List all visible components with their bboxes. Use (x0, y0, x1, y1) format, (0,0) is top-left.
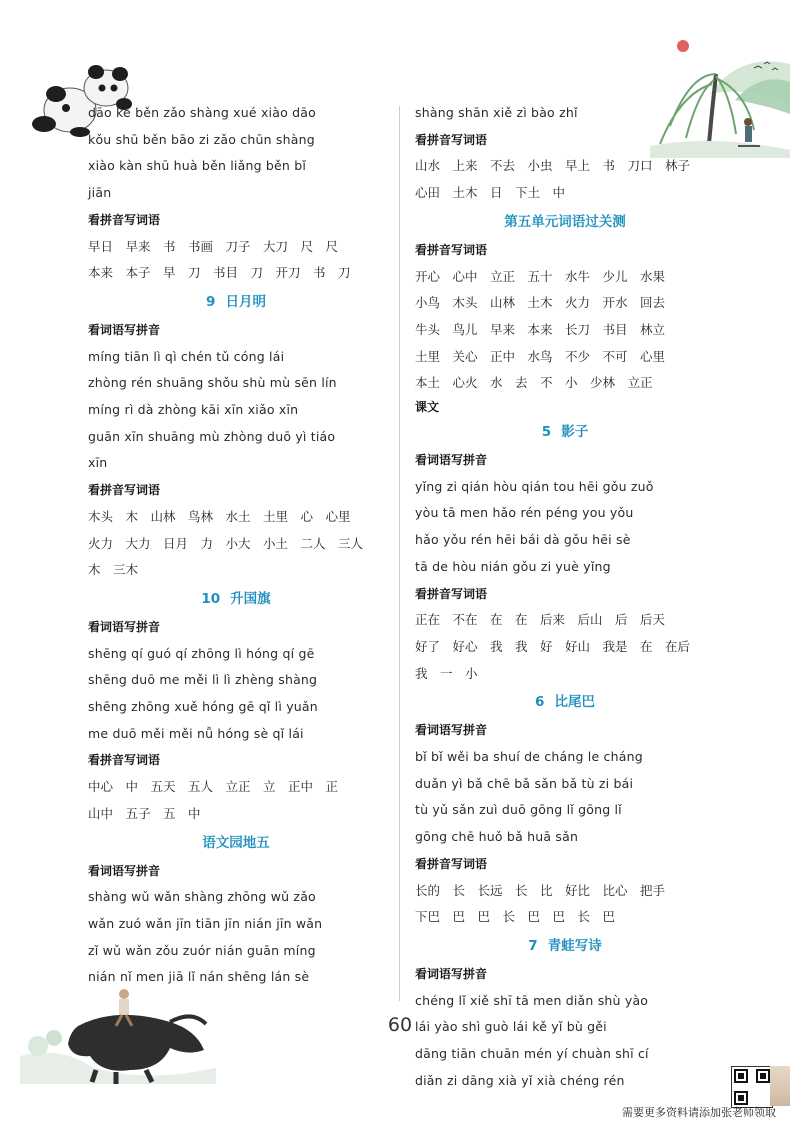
exercise-label: 看拼音写词语 (88, 753, 161, 768)
pinyin-line: shàng wǔ wǎn shàng zhōng wǔ zǎo (88, 889, 316, 905)
pinyin-line: kǒu shū běn bāo zi zǎo chūn shàng (88, 131, 315, 147)
section-number: 9 (206, 293, 216, 310)
avatar (770, 1066, 790, 1106)
section-title-text: 比尾巴 (554, 694, 595, 711)
section-title (415, 931, 715, 961)
pinyin-line: me duō měi měi nǚ hóng sè qǐ lái (88, 725, 304, 741)
section-title-text: 语文园地五 (202, 834, 270, 851)
exercise-label: 看拼音写词语 (88, 483, 161, 498)
word-line: 牛头 鸟儿 早来 本来 长刀 书目 林立 (415, 321, 666, 337)
pinyin-line: dāo kè běn zǎo shàng xué xiào dāo (88, 105, 316, 120)
pinyin-line: chéng lǐ xiě shī tā men diǎn shù yào (415, 992, 649, 1008)
pinyin-line: míng tiān lì qì chén tǔ cóng lái (88, 348, 285, 364)
exercise-label: 看词语写拼音 (415, 966, 488, 981)
exercise-label: 看词语写拼音 (88, 863, 161, 878)
exercise-label: 看词语写拼音 (415, 723, 488, 738)
pinyin-line: wǎn zuó wǎn jīn tiān jīn nián jīn wǎn (88, 915, 323, 931)
pinyin-line: xīn (88, 455, 108, 471)
word-line: 土里 关心 正中 水鸟 不少 不可 心里 (415, 348, 666, 364)
section-title-text: 第五单元词语过关测 (504, 213, 626, 230)
pinyin-line: shēng duō me měi lì lì zhèng shàng (88, 672, 318, 688)
exercise-label: 看拼音写词语 (415, 242, 488, 257)
exercise-label: 看词语写拼音 (88, 619, 161, 634)
exercise-label: 看拼音写词语 (415, 586, 488, 601)
exercise-label: 看词语写拼音 (88, 322, 161, 337)
word-line: 小鸟 木头 山林 土木 火力 开水 回去 (415, 295, 666, 311)
pinyin-line: xiào kàn shū huà běn liǎng běn bǐ (88, 158, 307, 174)
pinyin-line: shēng zhōng xuě hóng gē qǐ lì yuǎn (88, 699, 318, 715)
exercise-label: 看拼音写词语 (415, 132, 488, 147)
left-column (88, 100, 384, 991)
qr-code[interactable] (731, 1066, 773, 1108)
word-line: 山中 五子 五 中 (88, 805, 201, 821)
column-divider (399, 106, 400, 1001)
word-line: 心田 土木 日 下土 中 (415, 185, 566, 201)
word-line: 火力 大力 日月 力 小大 小土 二人 三人 (88, 535, 364, 551)
section-number: 10 (201, 590, 221, 607)
word-line: 本来 本子 早 刀 书目 刀 开刀 书 刀 (88, 265, 351, 281)
section-number: 7 (528, 937, 538, 954)
word-line: 正在 不在 在 在 后来 后山 后 后天 (415, 612, 666, 628)
word-line: 开心 心中 立正 五十 水牛 少儿 水果 (415, 268, 666, 284)
pinyin-line: yǐng zi qián hòu qián tou hēi gǒu zuǒ (415, 478, 654, 494)
section-title (415, 417, 715, 447)
word-line: 早日 早来 书 书画 刀子 大刀 尺 尺 (88, 238, 339, 254)
word-line: 下巴 巴 巴 长 巴 巴 长 巴 (415, 909, 616, 925)
section-title (88, 287, 384, 317)
pinyin-line: shēng qí guó qí zhōng lì hóng qí gē (88, 645, 315, 661)
section-number: 5 (541, 424, 552, 441)
pinyin-line: diǎn zi dāng xià yǐ xià chéng rén (415, 1072, 625, 1088)
section-title-text: 影子 (561, 424, 589, 441)
section-title (88, 828, 384, 858)
pinyin-line: hǎo yǒu rén hēi bái dà gǒu hēi sè (415, 532, 631, 548)
right-column (415, 100, 715, 1095)
exercise-label: 看拼音写词语 (88, 212, 161, 227)
pinyin-line: lái yào shì guò lái kě yǐ bù gěi (415, 1019, 607, 1035)
pinyin-line: shàng shān xiě zì bào zhǐ (415, 105, 578, 120)
pinyin-line: guān xīn shuāng mù zhòng duō yì tiáo (88, 428, 336, 444)
pinyin-line: zhòng rén shuāng shǒu shù mù sēn lín (88, 375, 337, 391)
pinyin-line: gōng chē huǒ bǎ huā sǎn (415, 829, 579, 845)
pinyin-line: tù yǔ sǎn zuì duō gōng lǐ gōng lǐ (415, 802, 622, 818)
section-title (88, 584, 384, 614)
word-line: 山水 上来 不去 小虫 早上 书 刀口 林子 (415, 158, 691, 174)
section-title (415, 687, 715, 717)
pinyin-line: tā de hòu nián gǒu zi yuè yǐng (415, 558, 611, 574)
word-line: 我 一 小 (415, 665, 478, 681)
word-line: 中心 中 五天 五人 立正 立 正中 正 (88, 779, 339, 795)
footer-note: 需要更多资料请添加张老师领取 (622, 1106, 776, 1119)
page-number: 60 (387, 1014, 413, 1036)
word-line: 好了 好心 我 我 好 好山 我是 在 在后 (415, 638, 691, 654)
word-line: 长的 长 长远 长 比 好比 比心 把手 (415, 882, 666, 898)
pinyin-line: duǎn yì bǎ chē bǎ sǎn bǎ tù zi bái (415, 775, 634, 791)
pinyin-line: jiān (88, 185, 112, 201)
section-title (415, 207, 715, 237)
pinyin-line: zǐ wǔ wǎn zǒu zuór nián guān míng (88, 942, 316, 958)
pinyin-line: bǐ bǐ wěi ba shuí de cháng le cháng (415, 749, 643, 765)
word-line: 本土 心火 水 去 不 小 少林 立正 (415, 375, 653, 391)
lesson-heading: 课文 (415, 400, 440, 415)
section-title-text: 升国旗 (230, 590, 271, 607)
exercise-label: 看词语写拼音 (415, 453, 488, 468)
pinyin-line: yòu tā men hǎo rén péng you yǒu (415, 505, 634, 521)
section-title-text: 日月明 (225, 293, 266, 310)
section-title-text: 青蛙写诗 (547, 937, 602, 954)
pinyin-line: nián nǐ men jiā lǐ nán shēng lán sè (88, 969, 310, 985)
word-line: 木 三木 (88, 562, 139, 578)
pinyin-line: dāng tiān chuān mén yí chuàn shī cí (415, 1046, 649, 1062)
exercise-label: 看拼音写词语 (415, 856, 488, 871)
section-number: 6 (535, 694, 545, 711)
pinyin-line: míng rì dà zhòng kāi xīn xiǎo xīn (88, 402, 299, 418)
word-line: 木头 木 山林 鸟林 水土 土里 心 心里 (88, 508, 351, 524)
